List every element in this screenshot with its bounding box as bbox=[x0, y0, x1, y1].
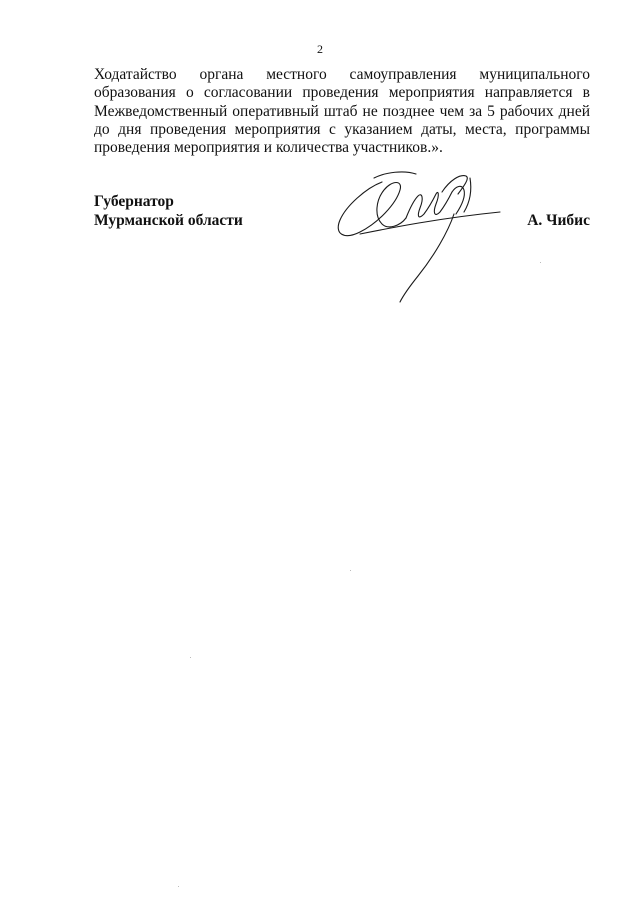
body-text bbox=[94, 66, 590, 157]
body-paragraph: Ходатайство органа местного самоуправления муниципального образования о согласовании проведения мероприятия направляется в Межведомственный оперативный штаб не позднее чем за 5 рабочих дней до дня проведения мероприятия с указанием даты, места, программы проведения мероприятия и количества участников.». bbox=[94, 66, 590, 157]
scan-speck bbox=[178, 886, 179, 887]
scan-speck bbox=[350, 570, 351, 571]
scan-speck bbox=[540, 262, 541, 263]
page-number: 2 bbox=[317, 42, 323, 56]
handwritten-signature bbox=[330, 168, 510, 313]
signatory-title-line2: Мурманской области bbox=[94, 212, 243, 229]
signatory-name: А. Чибис bbox=[527, 212, 590, 229]
scan-speck bbox=[190, 657, 191, 658]
signatory-title-line1: Губернатор bbox=[94, 193, 174, 210]
signatory-title bbox=[94, 192, 243, 230]
